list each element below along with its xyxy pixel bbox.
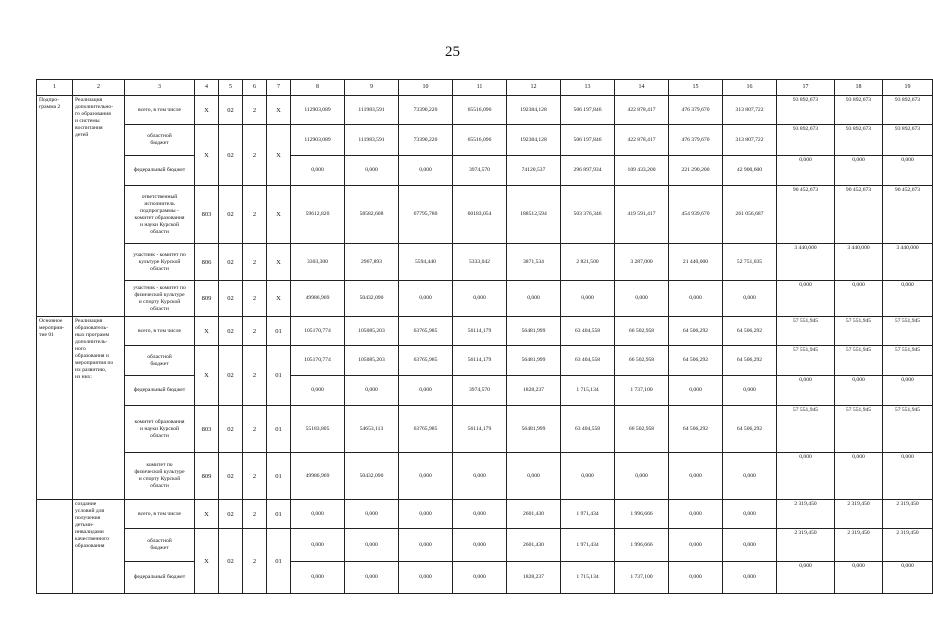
- amount-cell: 506 197,846: [561, 96, 615, 125]
- amount-cell: 56481,999: [507, 317, 561, 346]
- amount-cell: 0,000: [835, 376, 883, 406]
- amount-cell: 0,000: [399, 156, 453, 186]
- amount-cell: 93 892,673: [883, 96, 933, 125]
- amount-cell: 0,000: [669, 281, 723, 317]
- budget-code-c4: Х: [195, 500, 219, 529]
- program-code: Подпро- грамма 2: [37, 96, 73, 317]
- amount-cell: 506 197,846: [561, 125, 615, 156]
- amount-cell: 0,000: [777, 156, 835, 186]
- amount-cell: 56114,179: [453, 317, 507, 346]
- amount-cell: 65516,096: [453, 125, 507, 156]
- amount-cell: 2 319,450: [777, 500, 835, 529]
- budget-code-c7: 01: [267, 346, 291, 406]
- amount-cell: 0,000: [453, 529, 507, 562]
- amount-cell: 105085,203: [345, 317, 399, 346]
- amount-cell: 1 996,666: [615, 529, 669, 562]
- amount-cell: 2 319,450: [835, 500, 883, 529]
- amount-cell: 63 404,558: [561, 406, 615, 453]
- amount-cell: 0,000: [669, 453, 723, 500]
- budget-code-c5: 02: [219, 453, 243, 500]
- amount-cell: 454 939,670: [669, 186, 723, 244]
- amount-cell: 0,000: [723, 562, 777, 594]
- amount-cell: 56481,999: [507, 346, 561, 376]
- amount-cell: 66 502,958: [615, 317, 669, 346]
- budget-code-c7: Х: [267, 125, 291, 186]
- amount-cell: 59612,820: [291, 186, 345, 244]
- amount-cell: 65516,096: [453, 96, 507, 125]
- header-cell: 17: [777, 80, 835, 96]
- amount-cell: 93 892,673: [777, 96, 835, 125]
- header-cell: 10: [399, 80, 453, 96]
- source-label: комитет образования и науки Курской области: [125, 406, 195, 453]
- page-number: 25: [445, 44, 460, 60]
- header-cell: 9: [345, 80, 399, 96]
- budget-code-c7: 01: [267, 529, 291, 594]
- amount-cell: 93 892,673: [883, 125, 933, 156]
- amount-cell: 0,000: [777, 376, 835, 406]
- amount-cell: 0,000: [777, 281, 835, 317]
- amount-cell: 422 878,417: [615, 96, 669, 125]
- header-cell: 12: [507, 80, 561, 96]
- budget-code-c6: 2: [243, 244, 267, 281]
- amount-cell: 2967,893: [345, 244, 399, 281]
- table-row: [37, 346, 933, 376]
- program-title: создание условий для получения детьми- инвалидами качественного образования: [73, 500, 125, 594]
- header-cell: 3: [125, 80, 195, 96]
- source-label: федеральный бюджет: [125, 156, 195, 186]
- amount-cell: 90 452,673: [883, 186, 933, 244]
- amount-cell: 57 551,945: [835, 406, 883, 453]
- table-row: [37, 156, 933, 186]
- header-cell: 8: [291, 80, 345, 96]
- amount-cell: 0,000: [777, 562, 835, 594]
- program-code: [37, 500, 73, 594]
- budget-code-c4: 806: [195, 244, 219, 281]
- amount-cell: 109 433,200: [615, 156, 669, 186]
- amount-cell: 3974,570: [453, 376, 507, 406]
- amount-cell: 63 404,558: [561, 346, 615, 376]
- amount-cell: 0,000: [291, 529, 345, 562]
- amount-cell: 188512,594: [507, 186, 561, 244]
- amount-cell: 2 319,450: [835, 529, 883, 562]
- amount-cell: 3974,570: [453, 156, 507, 186]
- budget-code-c4: Х: [195, 317, 219, 346]
- amount-cell: 422 878,417: [615, 125, 669, 156]
- header-cell: 2: [73, 80, 125, 96]
- amount-cell: 1 737,100: [615, 376, 669, 406]
- amount-cell: 2 821,500: [561, 244, 615, 281]
- budget-code-c7: 01: [267, 317, 291, 346]
- amount-cell: 57 551,945: [835, 317, 883, 346]
- amount-cell: 0,000: [453, 453, 507, 500]
- table-row: [37, 186, 933, 244]
- budget-code-c7: 01: [267, 500, 291, 529]
- budget-code-c4: 809: [195, 281, 219, 317]
- source-label: участник - комитет по культуре Курской области: [125, 244, 195, 281]
- amount-cell: 73390,220: [399, 96, 453, 125]
- budget-code-c5: 02: [219, 244, 243, 281]
- source-label: областной бюджет: [125, 346, 195, 376]
- table-row: [37, 406, 933, 453]
- header-cell: 11: [453, 80, 507, 96]
- table-row: [37, 376, 933, 406]
- budget-code-c7: 01: [267, 453, 291, 500]
- amount-cell: 0,000: [883, 156, 933, 186]
- amount-cell: 57 551,945: [835, 346, 883, 376]
- amount-cell: 0,000: [883, 281, 933, 317]
- amount-cell: 2 319,450: [883, 500, 933, 529]
- amount-cell: 3 440,000: [883, 244, 933, 281]
- table-row: [37, 529, 933, 562]
- amount-cell: 54653,113: [345, 406, 399, 453]
- amount-cell: 0,000: [291, 156, 345, 186]
- amount-cell: 0,000: [615, 453, 669, 500]
- amount-cell: 90 452,673: [777, 186, 835, 244]
- amount-cell: 0,000: [399, 500, 453, 529]
- amount-cell: 63 404,558: [561, 317, 615, 346]
- amount-cell: 0,000: [399, 529, 453, 562]
- header-cell: 6: [243, 80, 267, 96]
- amount-cell: 64 506,292: [723, 406, 777, 453]
- amount-cell: 105170,774: [291, 346, 345, 376]
- header-cell: 1: [37, 80, 73, 96]
- source-label: федеральный бюджет: [125, 562, 195, 594]
- budget-code-c5: 02: [219, 186, 243, 244]
- budget-code-c4: Х: [195, 96, 219, 125]
- table-row: [37, 500, 933, 529]
- amount-cell: 66 502,958: [615, 406, 669, 453]
- amount-cell: 0,000: [883, 562, 933, 594]
- amount-cell: 0,000: [399, 281, 453, 317]
- budget-code-c4: Х: [195, 529, 219, 594]
- amount-cell: 476 379,670: [669, 125, 723, 156]
- amount-cell: 50432,090: [345, 453, 399, 500]
- amount-cell: 93 892,673: [777, 125, 835, 156]
- program-title: Реализация дополнительно- го образования и системы воспитания детей: [73, 96, 125, 317]
- amount-cell: 0,000: [669, 376, 723, 406]
- amount-cell: 57 551,945: [883, 406, 933, 453]
- program-title: Реализация образователь- ных программ дополнитель- ного образования и мероприятия по их развитию, из них:: [73, 317, 125, 500]
- amount-cell: 3 287,000: [615, 244, 669, 281]
- source-label: всего, в том числе: [125, 317, 195, 346]
- amount-cell: 0,000: [345, 500, 399, 529]
- amount-cell: 0,000: [399, 376, 453, 406]
- amount-cell: 67795,780: [399, 186, 453, 244]
- amount-cell: 476 379,670: [669, 96, 723, 125]
- budget-code-c6: 2: [243, 96, 267, 125]
- amount-cell: 56114,179: [453, 346, 507, 376]
- amount-cell: 0,000: [835, 156, 883, 186]
- header-cell: 14: [615, 80, 669, 96]
- budget-code-c6: 2: [243, 346, 267, 406]
- amount-cell: 0,000: [399, 562, 453, 594]
- amount-cell: 57 551,945: [777, 317, 835, 346]
- amount-cell: 57 551,945: [777, 346, 835, 376]
- amount-cell: 74120,537: [507, 156, 561, 186]
- amount-cell: 0,000: [835, 562, 883, 594]
- amount-cell: 296 897,934: [561, 156, 615, 186]
- amount-cell: 0,000: [291, 376, 345, 406]
- amount-cell: 5333,042: [453, 244, 507, 281]
- budget-code-c5: 02: [219, 281, 243, 317]
- amount-cell: 90 452,673: [835, 186, 883, 244]
- amount-cell: 42 900,600: [723, 156, 777, 186]
- amount-cell: 0,000: [291, 500, 345, 529]
- amount-cell: 1 971,434: [561, 500, 615, 529]
- source-label: областной бюджет: [125, 529, 195, 562]
- amount-cell: 2 319,450: [777, 529, 835, 562]
- source-label: областной бюджет: [125, 125, 195, 156]
- header-cell: 13: [561, 80, 615, 96]
- amount-cell: 64 506,292: [723, 317, 777, 346]
- amount-cell: 1 971,434: [561, 529, 615, 562]
- amount-cell: 1 737,100: [615, 562, 669, 594]
- amount-cell: 2 319,450: [883, 529, 933, 562]
- budget-code-c7: Х: [267, 244, 291, 281]
- amount-cell: 93 892,673: [835, 125, 883, 156]
- source-label: участник - комитет по физической культуре и спорту Курской области: [125, 281, 195, 317]
- amount-cell: 3871,534: [507, 244, 561, 281]
- budget-code-c6: 2: [243, 406, 267, 453]
- amount-cell: 57 551,945: [777, 406, 835, 453]
- amount-cell: 93 892,673: [835, 96, 883, 125]
- amount-cell: 64 506,292: [723, 346, 777, 376]
- budget-code-c7: Х: [267, 186, 291, 244]
- source-label: комитет по физической культуре и спорту Курской области: [125, 453, 195, 500]
- amount-cell: 60183,054: [453, 186, 507, 244]
- budget-code-c7: 01: [267, 406, 291, 453]
- table-row: [37, 453, 933, 500]
- source-label: ответственный исполнитель подпрограммы - комитет образования и науки Курской области: [125, 186, 195, 244]
- amount-cell: 261 056,687: [723, 186, 777, 244]
- amount-cell: 3 440,000: [835, 244, 883, 281]
- amount-cell: 49986,969: [291, 281, 345, 317]
- amount-cell: 1 996,666: [615, 500, 669, 529]
- amount-cell: 1828,237: [507, 376, 561, 406]
- budget-code-c6: 2: [243, 281, 267, 317]
- source-label: федеральный бюджет: [125, 376, 195, 406]
- amount-cell: 66 502,958: [615, 346, 669, 376]
- amount-cell: 0,000: [723, 529, 777, 562]
- budget-code-c5: 02: [219, 125, 243, 186]
- amount-cell: 192384,128: [507, 125, 561, 156]
- amount-cell: 0,000: [723, 453, 777, 500]
- amount-cell: 0,000: [453, 281, 507, 317]
- amount-cell: 0,000: [883, 453, 933, 500]
- amount-cell: 0,000: [345, 562, 399, 594]
- source-label: всего, в том числе: [125, 96, 195, 125]
- amount-cell: 63765,985: [399, 317, 453, 346]
- budget-code-c7: Х: [267, 281, 291, 317]
- amount-cell: 64 506,292: [669, 346, 723, 376]
- amount-cell: 0,000: [723, 281, 777, 317]
- amount-cell: 21 440,000: [669, 244, 723, 281]
- amount-cell: 57 551,945: [883, 346, 933, 376]
- header-cell: 15: [669, 80, 723, 96]
- amount-cell: 0,000: [345, 376, 399, 406]
- header-cell: 5: [219, 80, 243, 96]
- amount-cell: 57 551,945: [883, 317, 933, 346]
- amount-cell: 2601,430: [507, 529, 561, 562]
- header-row: [37, 80, 933, 96]
- amount-cell: 50432,090: [345, 281, 399, 317]
- amount-cell: 112903,089: [291, 125, 345, 156]
- amount-cell: 0,000: [507, 281, 561, 317]
- amount-cell: 0,000: [669, 562, 723, 594]
- budget-code-c5: 02: [219, 346, 243, 406]
- amount-cell: 55183,805: [291, 406, 345, 453]
- amount-cell: 1 715,134: [561, 376, 615, 406]
- budget-code-c5: 02: [219, 529, 243, 594]
- amount-cell: 73390,220: [399, 125, 453, 156]
- amount-cell: 0,000: [669, 500, 723, 529]
- table-row: [37, 562, 933, 594]
- amount-cell: 0,000: [345, 156, 399, 186]
- budget-code-c6: 2: [243, 453, 267, 500]
- budget-table: [36, 79, 933, 594]
- amount-cell: 3303,300: [291, 244, 345, 281]
- table-row: [37, 125, 933, 156]
- budget-code-c5: 02: [219, 406, 243, 453]
- amount-cell: 192384,128: [507, 96, 561, 125]
- header-cell: 4: [195, 80, 219, 96]
- amount-cell: 3 440,000: [777, 244, 835, 281]
- amount-cell: 56114,179: [453, 406, 507, 453]
- program-code: Основное мероприя- тие 01: [37, 317, 73, 500]
- amount-cell: 1 715,134: [561, 562, 615, 594]
- budget-code-c6: 2: [243, 529, 267, 594]
- table-row: [37, 244, 933, 281]
- header-cell: 7: [267, 80, 291, 96]
- table-row: [37, 317, 933, 346]
- budget-code-c4: Х: [195, 346, 219, 406]
- amount-cell: 2601,430: [507, 500, 561, 529]
- amount-cell: 0,000: [777, 453, 835, 500]
- amount-cell: 0,000: [345, 529, 399, 562]
- amount-cell: 105170,774: [291, 317, 345, 346]
- amount-cell: 0,000: [507, 453, 561, 500]
- amount-cell: 49986,969: [291, 453, 345, 500]
- source-label: всего, в том числе: [125, 500, 195, 529]
- budget-code-c5: 02: [219, 500, 243, 529]
- amount-cell: 0,000: [835, 281, 883, 317]
- budget-code-c4: Х: [195, 125, 219, 186]
- budget-code-c7: Х: [267, 96, 291, 125]
- amount-cell: 0,000: [453, 562, 507, 594]
- budget-code-c5: 02: [219, 96, 243, 125]
- amount-cell: 0,000: [723, 500, 777, 529]
- budget-code-c4: 803: [195, 406, 219, 453]
- amount-cell: 111983,591: [345, 96, 399, 125]
- amount-cell: 0,000: [399, 453, 453, 500]
- amount-cell: 0,000: [835, 453, 883, 500]
- budget-code-c5: 02: [219, 317, 243, 346]
- amount-cell: 1828,237: [507, 562, 561, 594]
- budget-code-c4: 803: [195, 186, 219, 244]
- amount-cell: 0,000: [561, 281, 615, 317]
- amount-cell: 64 506,292: [669, 317, 723, 346]
- table-row: [37, 96, 933, 125]
- amount-cell: 221 290,200: [669, 156, 723, 186]
- amount-cell: 0,000: [883, 376, 933, 406]
- amount-cell: 63765,985: [399, 406, 453, 453]
- amount-cell: 313 807,722: [723, 125, 777, 156]
- amount-cell: 112903,089: [291, 96, 345, 125]
- amount-cell: 503 376,346: [561, 186, 615, 244]
- amount-cell: 56481,999: [507, 406, 561, 453]
- amount-cell: 0,000: [669, 529, 723, 562]
- amount-cell: 0,000: [453, 500, 507, 529]
- amount-cell: 0,000: [561, 453, 615, 500]
- header-cell: 16: [723, 80, 777, 96]
- amount-cell: 63765,985: [399, 346, 453, 376]
- amount-cell: 0,000: [723, 376, 777, 406]
- amount-cell: 64 506,292: [669, 406, 723, 453]
- amount-cell: 58582,608: [345, 186, 399, 244]
- budget-code-c6: 2: [243, 125, 267, 186]
- amount-cell: 111983,591: [345, 125, 399, 156]
- amount-cell: 419 591,417: [615, 186, 669, 244]
- amount-cell: 313 807,722: [723, 96, 777, 125]
- header-cell: 18: [835, 80, 883, 96]
- amount-cell: 105085,203: [345, 346, 399, 376]
- table-row: [37, 281, 933, 317]
- budget-code-c6: 2: [243, 500, 267, 529]
- budget-code-c6: 2: [243, 186, 267, 244]
- header-cell: 19: [883, 80, 933, 96]
- amount-cell: 5594,440: [399, 244, 453, 281]
- budget-code-c4: 809: [195, 453, 219, 500]
- amount-cell: 52 751,035: [723, 244, 777, 281]
- budget-code-c6: 2: [243, 317, 267, 346]
- amount-cell: 0,000: [291, 562, 345, 594]
- amount-cell: 0,000: [615, 281, 669, 317]
